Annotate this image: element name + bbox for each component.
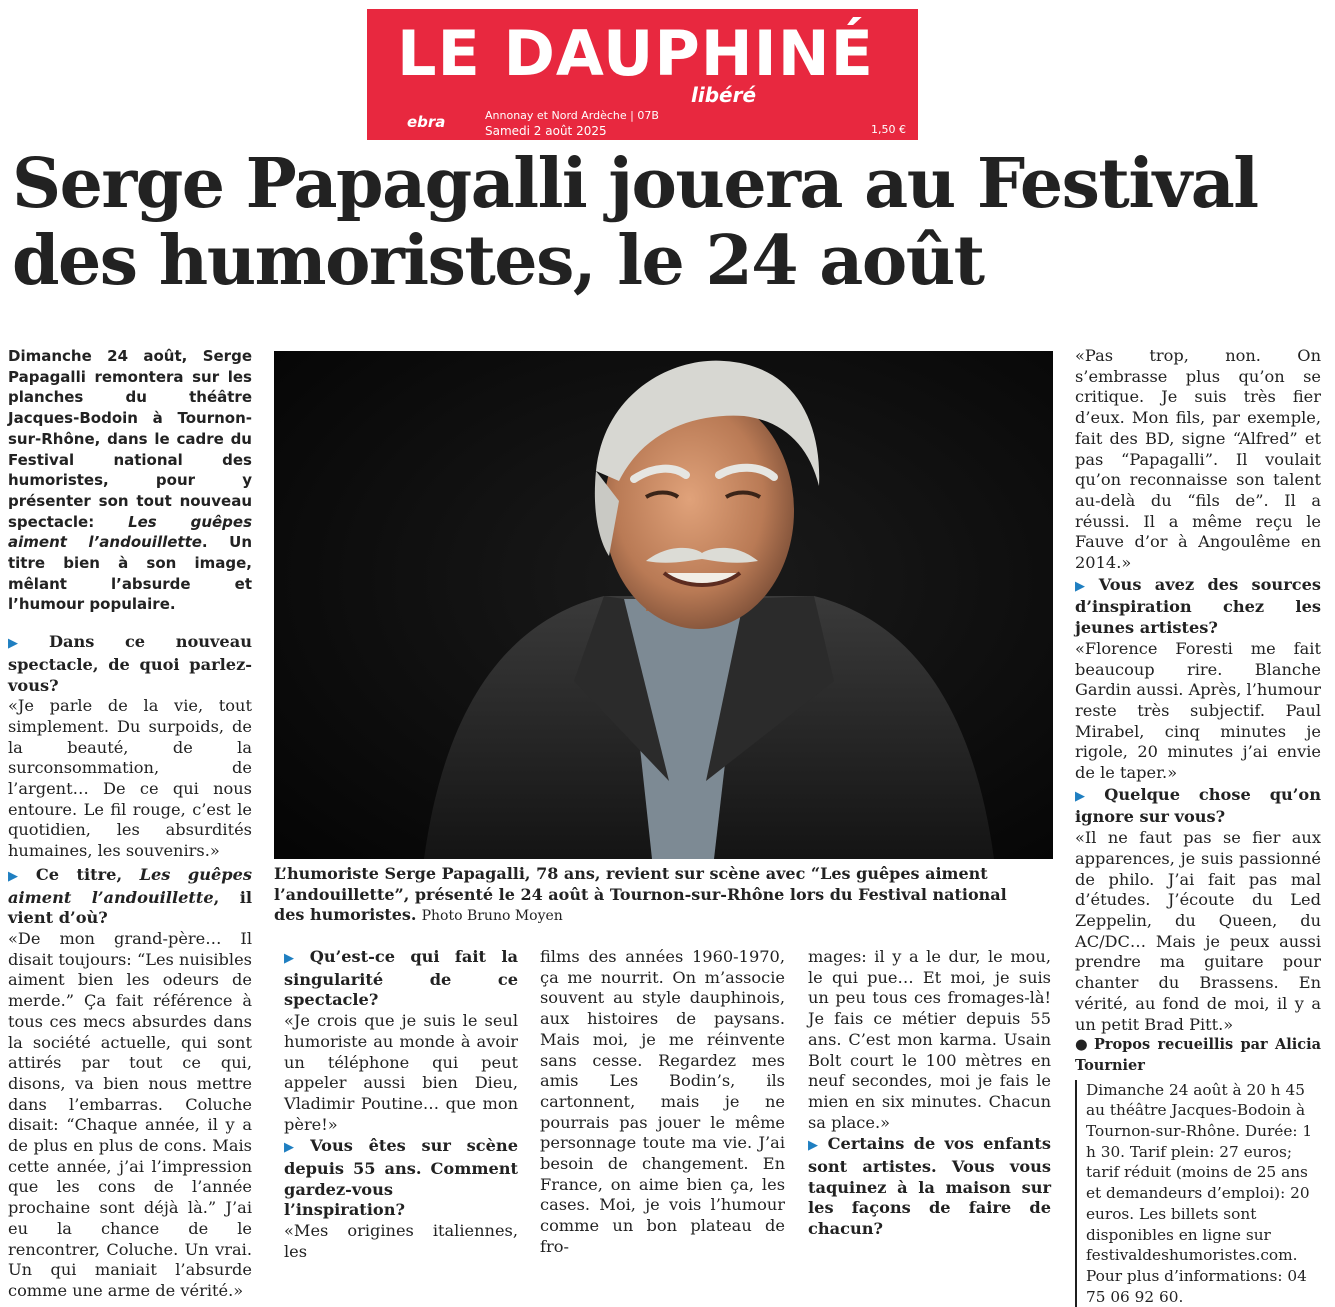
interview-answer: «Pas trop, non. On s’embrasse plus qu’on se critique. Je suis très fier d’eux. Mon fils, par exemple, fait des BD, signe “Alfred” et pas “Papagalli”. Il voulait qu’on reconnaisse son talent au-delà du “fils de”. Il a réussi. Il a même reçu le Fauve d’or à Angoulême en 2014.» [1075, 346, 1321, 573]
issue-price: 1,50 € [871, 123, 906, 136]
interview-answer-continued: mages: il y a le dur, le mou, le qui pue… Et moi, je suis un peu tous ces fromages-là! Je fais ce métier depuis 55 ans. C’est mon karma. Usain Bolt court le 100 mètres en neuf secondes, moi je fais le mien en six minutes. Chacun sa place.» [808, 947, 1051, 1132]
interview-answer: «Je parle de la vie, tout simplement. Du surpoids, de la beauté, de la surconsommation, de l’argent… De ce qui nous entoure. Le fil rouge, c’est le quotidien, les absurdités humaines, les souvenirs.» [8, 696, 252, 861]
question-text: Vous avez des sources d’inspiration chez les jeunes artistes? [1075, 574, 1321, 638]
portrait-photo [274, 351, 1053, 859]
ebra-logo: ebra [407, 113, 446, 131]
interview-question [8, 865, 252, 929]
issue-date: Samedi 2 août 2025 [485, 124, 607, 138]
lead-text-b: . Un titre bien à son image, mêlant l’absurde et l’humour populaire. [8, 533, 252, 614]
interview-answer: «Je crois que je suis le seul humoriste au monde à avoir un téléphone qui peut appeler aussi bien Dieu, Vladimir Poutine… que mon père!» [284, 1011, 518, 1134]
question-text-a: Ce titre, [35, 864, 140, 884]
newspaper-logo: LE DAUPHINÉ [397, 17, 874, 90]
lead-show-title: Les guêpes aiment l’andouillette [8, 512, 253, 552]
interview-question [1075, 575, 1321, 639]
caption-text: L’humoriste Serge Papagalli, 78 ans, revient sur scène avec “Les guêpes aiment l’andouillette”, présenté le 24 août à Tournon-sur-Rhône lors du Festival national des humoristes. [274, 864, 1007, 925]
article-headline: Serge Papagalli jouera au Festival des humoristes, le 24 août [12, 144, 1258, 301]
article-lead [8, 346, 252, 615]
triangle-right-icon: ▶ [1075, 578, 1093, 594]
lead-text-a: Dimanche 24 août, Serge Papagalli remontera sur les planches du théâtre Jacques-Bodoin à Tournon-sur-Rhône, dans le cadre du Festival national des humoristes, pour y présenter son tout nouveau spectacle: [8, 347, 252, 531]
question-text: Certains de vos enfants sont artistes. Vous vous taquinez à la maison sur les façons de faire de chacun? [808, 1134, 1051, 1239]
triangle-right-icon: ▶ [8, 636, 43, 652]
triangle-right-icon: ▶ [808, 1138, 822, 1154]
interview-question [1075, 785, 1321, 828]
triangle-right-icon: ▶ [8, 868, 30, 884]
event-info-box [1075, 1080, 1321, 1307]
interview-answer: «Florence Foresti me fait beaucoup rire. Blanche Gardin aussi. Après, l’humour reste très subjectif. Paul Mirabel, cinq minutes je rigole, 20 minutes j’ai envie de le taper.» [1075, 638, 1321, 783]
interview-answer: «Il ne faut pas se fier aux apparences, je suis passionné de philo. J’ai fait pas mal d’études. J’écoute du Led Zeppelin, du Queen, du AC/DC… Mais je peux aussi prendre ma guitare pour chanter du Brassens. En vérité, au fond de moi, il y a un petit Brad Pitt.» [1075, 828, 1321, 1034]
article-column-4 [808, 947, 1051, 1240]
triangle-right-icon: ▶ [284, 951, 304, 966]
triangle-right-icon: ▶ [284, 1140, 305, 1156]
interview-answer: «Mes origines italiennes, les [284, 1221, 518, 1261]
question-show-title: Les guêpes aiment l’andouillette [8, 864, 252, 907]
interview-question [808, 1134, 1051, 1240]
interview-question [8, 632, 252, 696]
question-text: Dans ce nouveau spectacle, de quoi parlez-vous? [8, 632, 252, 695]
question-text: Qu’est-ce qui fait la singularité de ce spectacle? [284, 947, 518, 1010]
bullet-icon: ● [1075, 1036, 1090, 1054]
photo-caption [274, 864, 1034, 927]
article-byline [1075, 1035, 1321, 1076]
newspaper-masthead [367, 9, 918, 140]
triangle-right-icon: ▶ [1075, 788, 1099, 804]
article-column-5 [1075, 346, 1321, 1307]
interview-question [284, 947, 518, 1011]
event-info-text: Dimanche 24 août à 20 h 45 au théâtre Jacques-Bodoin à Tournon-sur-Rhône. Durée: 1 h 30. Tarif plein: 27 euros; tarif réduit (moins de 25 ans et demandeurs d’emploi): 20 euros. Les billets sont disponibles en ligne sur festivaldeshumoristes.com. Pour plus d’informations: 04 75 06 92 60. [1086, 1080, 1313, 1306]
edition-label: Annonay et Nord Ardèche | 07B [485, 109, 659, 122]
article-column-2 [284, 942, 518, 1263]
question-text-b: , il vient d’où? [8, 887, 252, 928]
byline-text: Propos recueillis par Alicia Tournier [1075, 1036, 1321, 1074]
article-photo [274, 351, 1053, 859]
photo-credit: Photo Bruno Moyen [421, 908, 563, 925]
question-text: Vous êtes sur scène depuis 55 ans. Comment gardez-vous l’inspiration? [284, 1136, 518, 1220]
interview-answer-continued: films des années 1960-1970, ça me nourrit. On m’associe souvent au style dauphinois, aux histoires de paysans. Mais moi, je me réinvente sans cesse. Regardez mes amis Les Bodin’s, ils cartonnent, mais je ne pourrais pas jouer le même personnage toute ma vie. J’ai besoin de changement. En France, on aime bien ça, les cases. Moi, je vois l’humour comme un bon plateau de fro- [540, 947, 785, 1256]
newspaper-logo-sub: libéré [691, 83, 757, 107]
interview-answer: «De mon grand-père… Il disait toujours: “Les nuisibles aiment bien les odeurs de merde.” Ça fait référence à tous ces mecs absurdes dans la société actuelle, qui sont attirés par tout ce qui, disons, va bien nous mettre dans l’embarras. Coluche disait: “Chaque année, il y a de plus en plus de cons. Mais cette année, j’ai l’impression que les cons de l’année prochaine sont déjà là.” J’ai eu la chance de le rencontrer, Coluche. Un vrai. Un qui maniait l’absurde comme une arme de vérité.» [8, 928, 252, 1300]
article-column-3 [540, 947, 785, 1258]
interview-question [284, 1136, 518, 1221]
article-column-1 [8, 346, 252, 1302]
question-text: Quelque chose qu’on ignore sur vous? [1075, 784, 1321, 827]
